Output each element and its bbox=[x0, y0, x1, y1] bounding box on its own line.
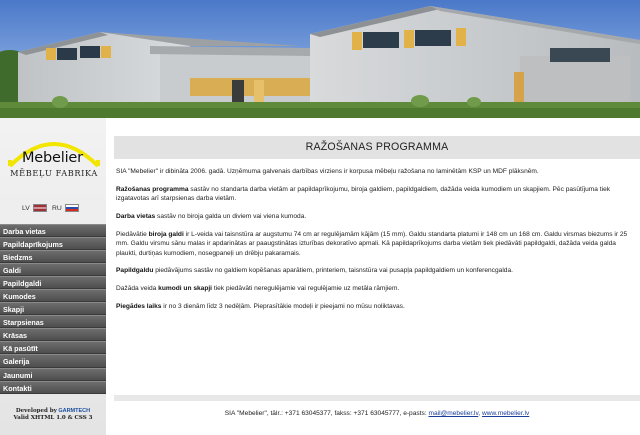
paragraph-papildgaldi bbox=[116, 266, 638, 275]
russia-flag-icon[interactable] bbox=[65, 204, 79, 212]
text-piegade: ir no 3 dienām līdz 3 nedēļām. Pieprasītākie modeļi ir pieejami no mūsu noliktavas. bbox=[161, 303, 405, 310]
header-photo bbox=[0, 0, 640, 118]
footer-separator: , bbox=[478, 410, 482, 417]
brand-tagline: MĒBEĻU FABRIKA bbox=[10, 168, 98, 178]
footer-divider bbox=[114, 395, 640, 401]
term-darba-vietas: Darba vietas bbox=[116, 213, 156, 220]
validation-badge[interactable]: Valid XHTML 1.0 & CSS 3 bbox=[13, 415, 93, 421]
nav-item-kumodes[interactable]: Kumodes bbox=[0, 289, 106, 302]
nav-item-ka-pasutit[interactable]: Kā pasūtīt bbox=[0, 341, 106, 354]
term-papildgaldu: Papildgaldu bbox=[116, 267, 154, 275]
nav-item-galerija[interactable]: Galerija bbox=[0, 354, 106, 367]
paragraph-intro: SIA "Mebelier" ir dibināta 2006. gadā. Uzņēmuma galvenais darbības virziens ir korpusa mēbeļu ražošana no laminētām KSP un MDF plāksnēm. bbox=[116, 168, 539, 175]
nav-item-jaunumi[interactable]: Jaunumi bbox=[0, 368, 106, 381]
paragraph-darba-vietas bbox=[116, 212, 638, 221]
nav-item-papildgaldi[interactable]: Papildgaldi bbox=[0, 276, 106, 289]
brand-name: Mebelier bbox=[22, 150, 83, 166]
text-programma: sastāv no standarta darba vietām ar papildaprīkojumu, biroja galdiem, papildgaldiem, dažāda veida kumodiem un skapjiem. Pēc pasūtījuma tiek izgatavotas arī starpsienas darba vietām. bbox=[116, 185, 611, 203]
language-lv-label: LV bbox=[22, 204, 30, 212]
footer bbox=[114, 410, 640, 417]
text-kumodes: tiek piedāvāti neregulējamie vai regulējamie uz metāla rāmjiem. bbox=[212, 285, 400, 293]
nav-item-darba-vietas[interactable]: Darba vietas bbox=[0, 224, 106, 237]
title-bar bbox=[114, 136, 640, 159]
paragraph-kumodes bbox=[116, 284, 638, 293]
developer-link[interactable]: GARMTECH bbox=[58, 408, 91, 414]
nav-item-kontakti[interactable]: Kontakti bbox=[0, 381, 106, 394]
footer-contact: SIA "Mebelier", tālr.: +371 63045377, fakss: +371 63045777, e-pasts: bbox=[224, 410, 429, 417]
term-biroja-galdi: biroja galdi bbox=[148, 230, 184, 238]
nav-item-starpsienas[interactable]: Starpsienas bbox=[0, 315, 106, 328]
nav-item-galdi[interactable]: Galdi bbox=[0, 263, 106, 276]
latvia-flag-icon[interactable] bbox=[33, 204, 47, 212]
language-lv[interactable] bbox=[22, 204, 47, 212]
developer-credit bbox=[0, 408, 106, 422]
main-top-spacer bbox=[106, 118, 640, 136]
footer-email-link[interactable]: mail@mebelier.lv bbox=[428, 410, 479, 417]
term-programma: Ražošanas programma bbox=[116, 185, 189, 193]
main-content bbox=[116, 167, 638, 320]
language-ru[interactable] bbox=[52, 204, 79, 212]
term-kumodi-skapji: kumodi un skapji bbox=[158, 285, 213, 293]
paragraph-galdi bbox=[116, 230, 638, 258]
language-switcher bbox=[22, 204, 102, 216]
left-sidebar bbox=[0, 118, 106, 435]
nav-item-papildaprikojums[interactable]: Papildaprīkojums bbox=[0, 237, 106, 250]
page-title: RAŽOŠANAS PROGRAMMA bbox=[305, 141, 449, 153]
nav-item-biedzms[interactable]: Biedzms bbox=[0, 250, 106, 263]
factory-building-image bbox=[0, 0, 640, 118]
text-galdi: ir L-veida vai taisnstūra ar augstumu 74 cm ar regulējamām kājām (15 mm). Galdu standarta platumi ir 148 cm un 168 cm. Galdu virsmas biezums ir 25 mm. Galdu virsmu sānu malas ir apdarinātas ar paaugstinātas izturības dekoratīvo apmali. Kā papildaprīkojums darba vietām tiek piedāvāti papildgaldi, dažāda veida galda plaukti, durtiņas kumodiem, nosegpaneļi un drēbju pakaramais. bbox=[116, 230, 628, 257]
text-kumodes-prefix: Dažāda veida bbox=[116, 285, 159, 293]
footer-website-link[interactable]: www.mebelier.lv bbox=[481, 410, 530, 417]
developer-prefix: Developed by bbox=[15, 408, 57, 414]
text-papildgaldi: piedāvājums sastāv no galdiem kopēšanas aparātiem, printeriem, taisnstūra vai pusapļa papildgaldiem un konferencgalda. bbox=[153, 267, 513, 275]
term-piegades-laiks: Piegādes laiks bbox=[116, 303, 162, 310]
text-galdi-prefix: Piedāvātie bbox=[116, 230, 149, 238]
paragraph-piegade bbox=[116, 302, 638, 311]
language-ru-label: RU bbox=[52, 204, 62, 212]
main-nav bbox=[0, 224, 106, 394]
text-darba-vietas: sastāv no biroja galda un diviem vai viena kumoda. bbox=[155, 213, 307, 220]
nav-item-krasas[interactable]: Krāsas bbox=[0, 328, 106, 341]
paragraph-programma bbox=[116, 185, 638, 204]
nav-item-skapji[interactable]: Skapji bbox=[0, 302, 106, 315]
